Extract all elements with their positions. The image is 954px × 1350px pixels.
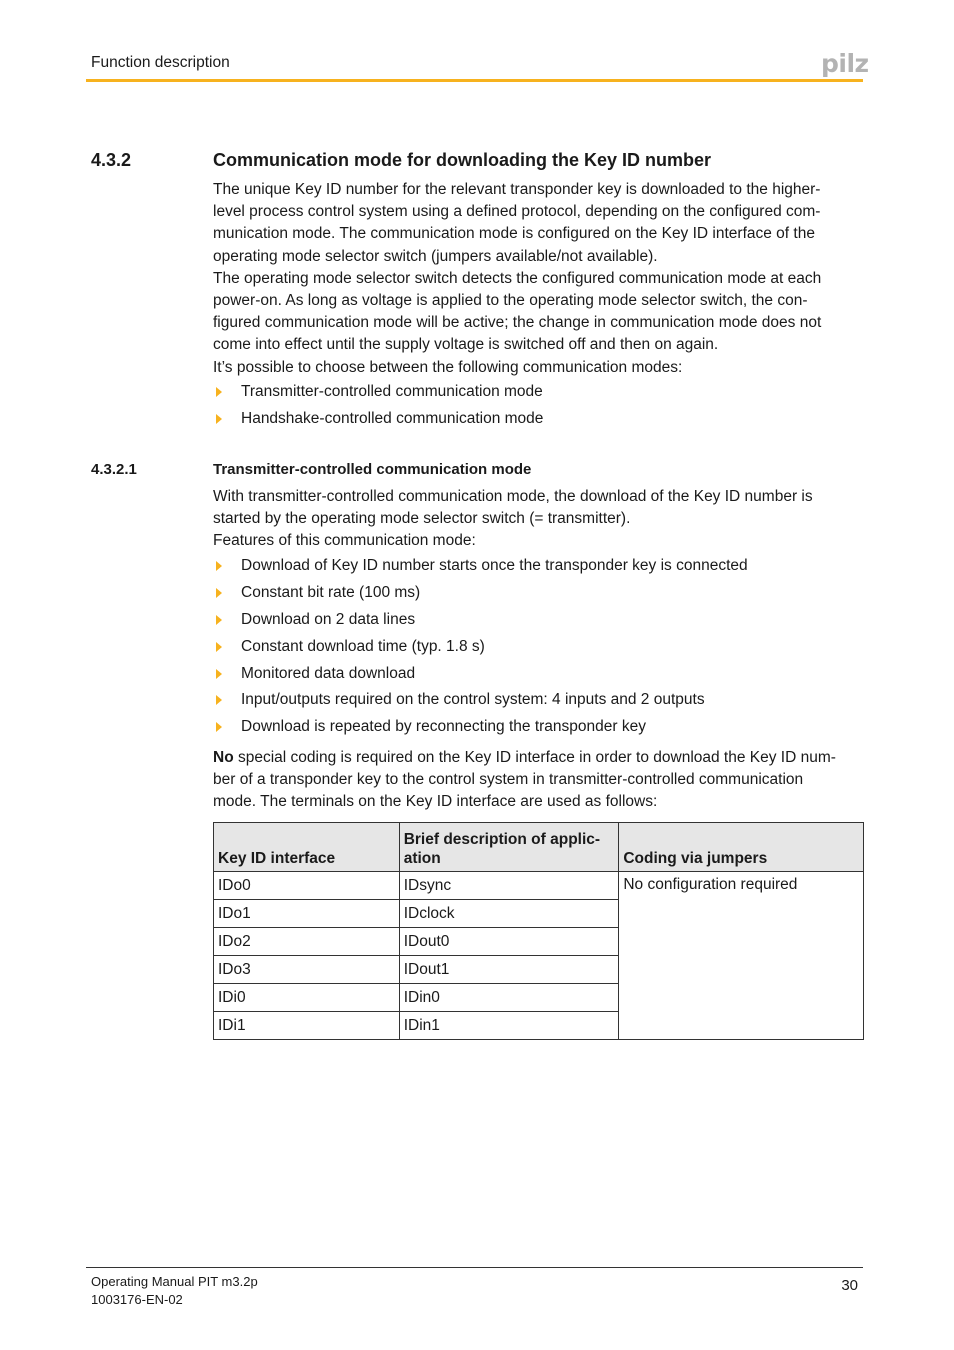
list-item-text: Constant download time (typ. 1.8 s) [241, 637, 485, 655]
table-cell-coding: No configuration required [619, 872, 864, 1040]
footer-manual-title: Operating Manual PIT m3.2p [91, 1274, 258, 1289]
text-line: It’s possible to choose between the following communication modes: [213, 358, 683, 376]
text-line [213, 747, 863, 769]
list-item-text: Download on 2 data lines [241, 610, 416, 628]
list-item [213, 718, 863, 745]
list-item-text: Download is repeated by reconnecting the transponder key [241, 718, 646, 736]
table-cell-interface: IDo1 [214, 900, 400, 928]
note-paragraph [213, 747, 863, 814]
table-cell-interface: IDo3 [214, 956, 400, 984]
table-cell-description: IDin0 [399, 984, 619, 1012]
text-line: power-on. As long as voltage is applied to the operating mode selector switch, the con- [213, 292, 808, 310]
list-item [213, 410, 863, 437]
text-line: come into effect until the supply voltage is switched off and then on again. [213, 336, 719, 354]
list-item [213, 557, 863, 584]
text-line: level process control system using a defined protocol, depending on the configured com- [213, 203, 821, 221]
bullet-arrow-icon [216, 615, 222, 625]
header-line: ation [403, 850, 441, 867]
text-line: The operating mode selector switch detects the configured communication mode at each [213, 269, 822, 287]
section-title: Communication mode for downloading the Key ID number [213, 150, 712, 170]
table-cell-interface: IDi0 [214, 984, 400, 1012]
subsection-title: Transmitter-controlled communication mode [213, 461, 532, 478]
modes-list [213, 383, 863, 436]
list-item [213, 665, 863, 692]
pilz-logo: pilz [821, 49, 869, 78]
table-cell-description: IDsync [399, 872, 619, 900]
table-row [214, 872, 864, 900]
bullet-arrow-icon [216, 387, 222, 397]
bullet-arrow-icon [216, 722, 222, 732]
list-item-text: Download of Key ID number starts once the transponder key is connected [241, 557, 748, 574]
bullet-arrow-icon [216, 588, 222, 598]
header-divider [86, 79, 863, 82]
header-section-title: Function description [91, 54, 230, 71]
text-line: The unique Key ID number for the relevant transponder key is downloaded to the higher- [213, 181, 821, 198]
note-line-rest: special coding is required on the Key ID interface in order to download the Key ID num- [233, 749, 836, 766]
key-id-interface-table [213, 822, 864, 1040]
note-emphasis: No [213, 749, 234, 766]
column-header-brief-description [399, 823, 619, 872]
list-item-text: Monitored data download [241, 664, 416, 682]
bullet-arrow-icon [216, 695, 222, 705]
column-header-key-id-interface: Key ID interface [214, 823, 400, 872]
table-cell-description: IDin1 [399, 1012, 619, 1040]
page-number: 30 [841, 1277, 858, 1294]
table-cell-interface: IDi1 [214, 1012, 400, 1040]
bullet-arrow-icon [216, 642, 222, 652]
footer-document-info [91, 1273, 258, 1308]
footer-divider [86, 1267, 863, 1268]
section-intro-paragraph [213, 179, 863, 379]
list-item [213, 638, 863, 665]
footer-doc-number: 1003176-EN-02 [91, 1291, 183, 1307]
list-item [213, 584, 863, 611]
features-list [213, 557, 863, 745]
bullet-arrow-icon [216, 414, 222, 424]
subsection-number: 4.3.2.1 [91, 461, 137, 478]
bullet-arrow-icon [216, 561, 222, 571]
table-cell-interface: IDo0 [214, 872, 400, 900]
list-item-text: Transmitter-controlled communication mode [241, 383, 543, 400]
text-line: started by the operating mode selector switch (= transmitter). [213, 510, 631, 528]
table-cell-description: IDclock [399, 900, 619, 928]
table-header-row [214, 823, 864, 872]
text-line: ber of a transponder key to the control system in transmitter-controlled communication [213, 771, 804, 789]
bullet-arrow-icon [216, 669, 222, 679]
text-line: operating mode selector switch (jumpers available/not available). [213, 247, 658, 265]
text-line: Features of this communication mode: [213, 532, 476, 550]
list-item-text: Input/outputs required on the control system: 4 inputs and 2 outputs [241, 691, 705, 709]
table-cell-description: IDout1 [399, 956, 619, 984]
subsection-intro-paragraph [213, 486, 863, 553]
text-line: munication mode. The communication mode is configured on the Key ID interface of the [213, 225, 815, 243]
list-item [213, 691, 863, 718]
section-number: 4.3.2 [91, 150, 132, 170]
list-item-text: Handshake-controlled communication mode [241, 409, 544, 427]
header-line: Brief description of applic- [403, 831, 601, 848]
text-line: With transmitter-controlled communication mode, the download of the Key ID number is [213, 488, 813, 505]
text-line: mode. The terminals on the Key ID interface are used as follows: [213, 793, 658, 811]
list-item [213, 383, 863, 410]
list-item-text: Constant bit rate (100 ms) [241, 583, 421, 601]
table-cell-description: IDout0 [399, 928, 619, 956]
table-cell-interface: IDo2 [214, 928, 400, 956]
column-header-coding-via-jumpers: Coding via jumpers [619, 823, 864, 872]
list-item [213, 611, 863, 638]
text-line: figured communication mode will be active; the change in communication mode does not [213, 314, 822, 332]
